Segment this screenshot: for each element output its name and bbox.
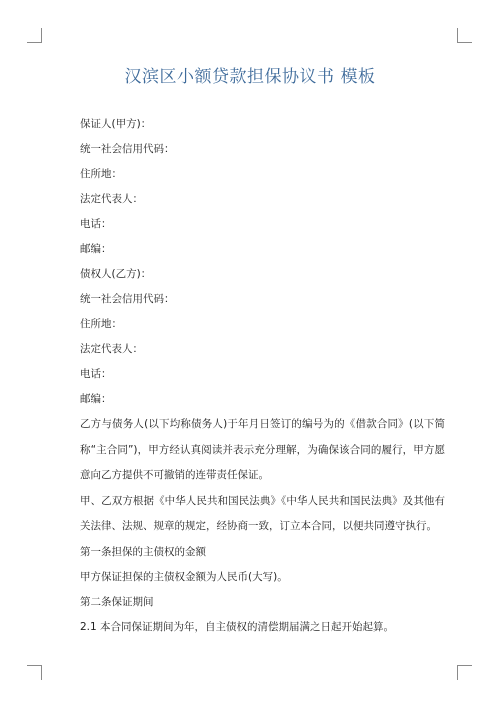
guarantor-legal-rep: 法定代表人： <box>80 193 143 205</box>
basis-paragraph: 甲、乙双方根据《中华人民共和国民法典》《中华人民共和国民法典》及其他有关法律、法规、规章的规定，经协商一致，订立本合同，以便共同遵守执行。 <box>80 494 445 532</box>
guarantor-address: 住所地： <box>80 168 122 180</box>
creditor-postcode: 邮编： <box>80 393 112 405</box>
guarantor-postcode: 邮编： <box>80 243 112 255</box>
article-2-text: 2.1 本合同保证期间为年，自主债权的清偿期届满之日起开始起算。 <box>80 620 395 633</box>
document-title: 汉滨区小额贷款担保协议书 模板 <box>124 67 376 87</box>
guarantor-credit-code: 统一社会信用代码： <box>80 143 175 155</box>
article-1-heading: 第一条担保的主债权的金额 <box>80 545 206 558</box>
guarantor-label: 保证人(甲方)： <box>80 118 152 130</box>
article-2-heading: 第二条保证期间 <box>80 595 154 608</box>
document-body <box>80 112 445 640</box>
creditor-credit-code: 统一社会信用代码： <box>80 293 175 305</box>
preamble-paragraph: 乙方与债务人(以下均称债务人)于年月日签订的编号为的《借款合同》(以下简称“主合同”)，甲方经认真阅读并表示充分理解，为确保该合同的履行，甲方愿意向乙方提供不可撤销的连带责任保证。 <box>80 418 445 481</box>
creditor-address: 住所地： <box>80 318 122 330</box>
creditor-label: 债权人(乙方)： <box>80 268 152 280</box>
page-corner-mark-bottom-right <box>457 665 472 680</box>
creditor-phone: 电话： <box>80 368 112 380</box>
creditor-legal-rep: 法定代表人： <box>80 343 143 355</box>
page-corner-mark-top-right <box>457 28 472 43</box>
page-corner-mark-top-left <box>27 28 42 43</box>
guarantor-phone: 电话： <box>80 218 112 230</box>
article-1-text: 甲方保证担保的主债权金额为人民币(大写)。 <box>80 570 288 583</box>
page-corner-mark-bottom-left <box>27 665 42 680</box>
